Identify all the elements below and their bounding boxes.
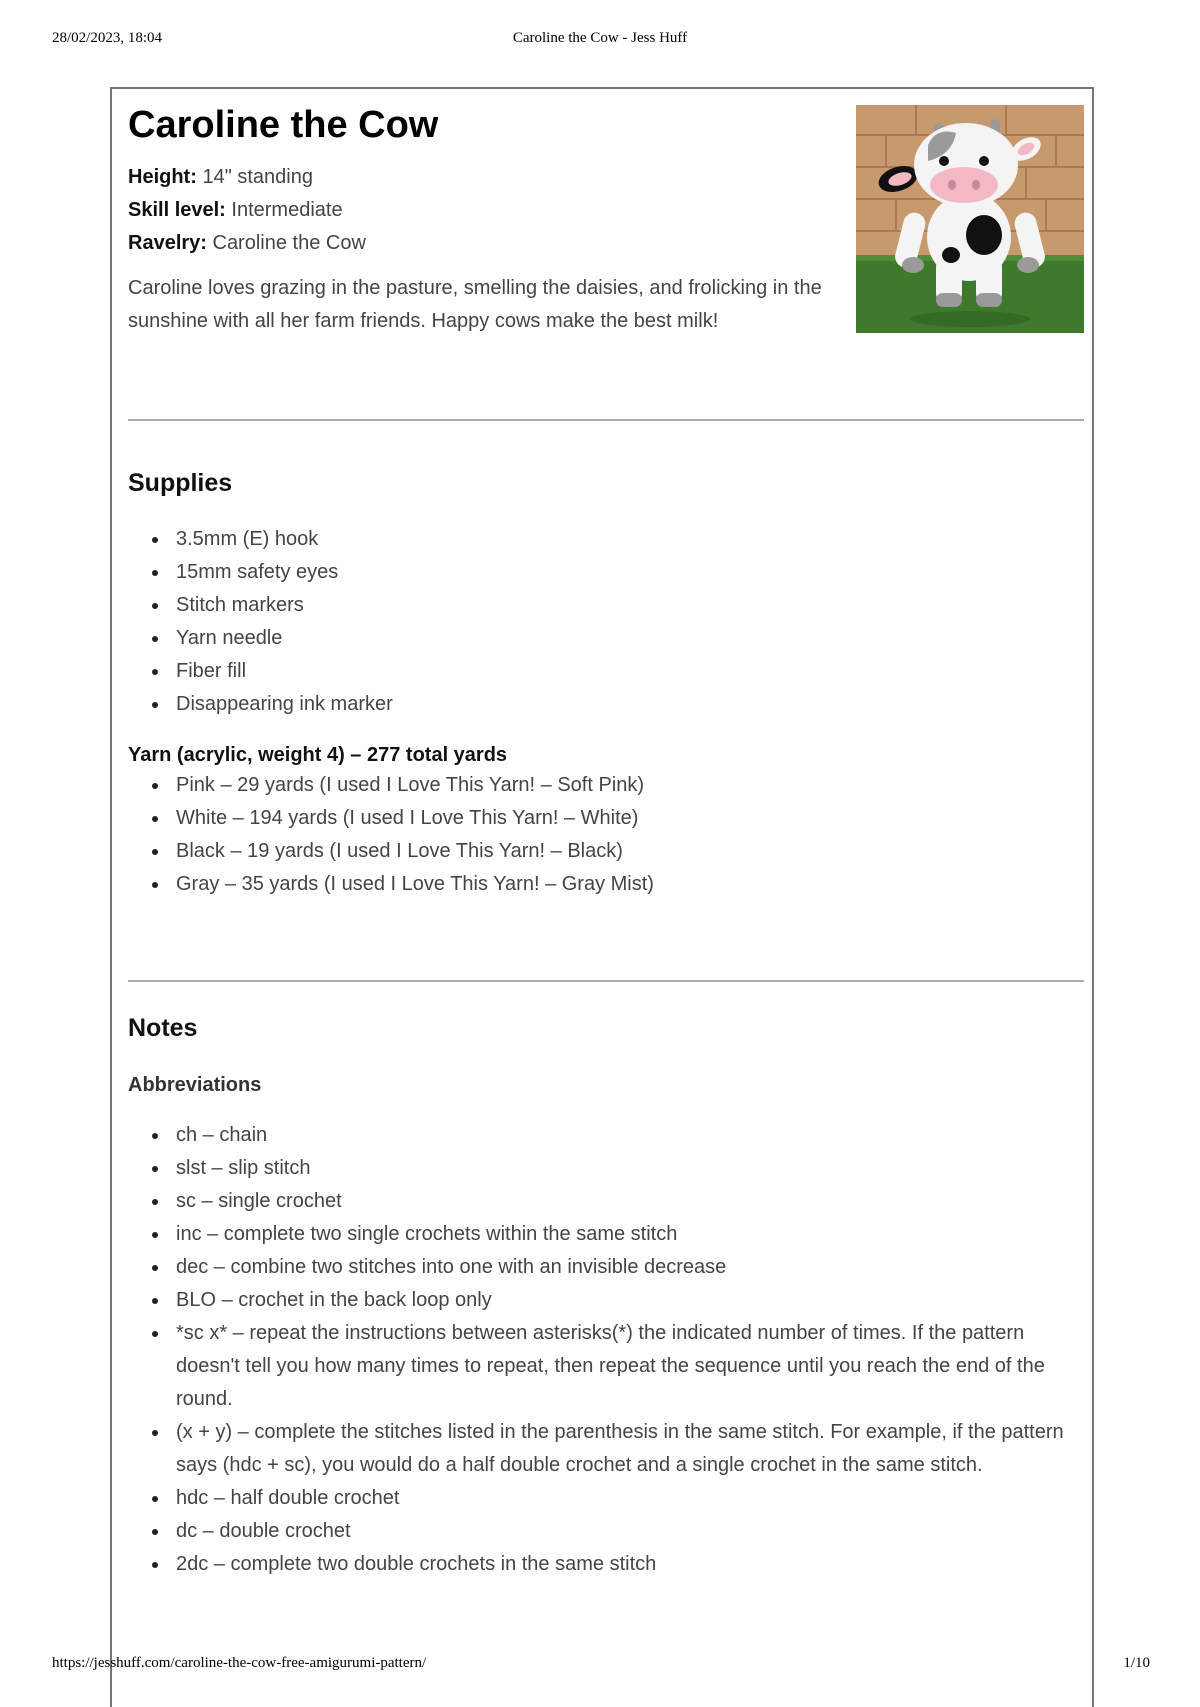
list-item: Black – 19 yards (I used I Love This Yarn! – Black) (176, 835, 1084, 868)
list-item: BLO – crochet in the back loop only (176, 1284, 1084, 1317)
list-item: ch – chain (176, 1119, 1084, 1152)
list-item: dec – combine two stitches into one with an invisible decrease (176, 1251, 1084, 1284)
meta-label: Ravelry: (128, 232, 207, 254)
list-item: Fiber fill (176, 655, 1084, 688)
meta-value: Caroline the Cow (206, 232, 366, 254)
list-item: Gray – 35 yards (I used I Love This Yarn! – Gray Mist) (176, 868, 1084, 901)
supplies-heading: Supplies (128, 469, 233, 497)
meta-height (128, 161, 858, 194)
meta-label: Skill level: (128, 199, 226, 221)
abbreviations-list (128, 1119, 1084, 1581)
list-item: slst – slip stitch (176, 1152, 1084, 1185)
list-item: Disappearing ink marker (176, 688, 1084, 721)
list-item: Stitch markers (176, 589, 1084, 622)
print-date: 28/02/2023, 18:04 (52, 30, 163, 46)
meta-label: Height: (128, 166, 197, 188)
yarn-list (128, 769, 1084, 901)
list-item: inc – complete two single crochets within the same stitch (176, 1218, 1084, 1251)
section-divider (128, 419, 1084, 421)
list-item: 2dc – complete two double crochets in the same stitch (176, 1548, 1084, 1581)
list-item: hdc – half double crochet (176, 1482, 1084, 1515)
list-item: 3.5mm (E) hook (176, 523, 1084, 556)
list-item: Yarn needle (176, 622, 1084, 655)
crochet-cow-photo-icon (856, 105, 1084, 333)
list-item: sc – single crochet (176, 1185, 1084, 1218)
list-item: dc – double crochet (176, 1515, 1084, 1548)
abbreviations-heading: Abbreviations (128, 1074, 262, 1096)
notes-heading: Notes (128, 1014, 198, 1042)
pattern-intro (128, 103, 858, 338)
list-item: White – 194 yards (I used I Love This Yarn! – White) (176, 802, 1084, 835)
list-item: *sc x* – repeat the instructions between asterisks(*) the indicated number of times. If the pattern doesn't tell you how many times to repeat, then repeat the sequence until you reach the end of the round. (176, 1317, 1084, 1416)
pattern-title: Caroline the Cow (128, 104, 439, 146)
meta-value: Intermediate (225, 199, 343, 221)
meta-skill-level (128, 194, 858, 227)
print-header (0, 30, 1200, 50)
print-footer (0, 1655, 1200, 1675)
list-item: (x + y) – complete the stitches listed in the parenthesis in the same stitch. For example, if the pattern says (hdc + sc), you would do a half double crochet and a single crochet in the same stitch. (176, 1416, 1084, 1482)
cow-photo (856, 105, 1084, 333)
meta-value: 14" standing (196, 166, 313, 188)
meta-ravelry (128, 227, 858, 260)
list-item: 15mm safety eyes (176, 556, 1084, 589)
page-number: 1/10 (1123, 1655, 1150, 1671)
yarn-heading: Yarn (acrylic, weight 4) – 277 total yards (128, 744, 508, 766)
pattern-description: Caroline loves grazing in the pasture, smelling the daisies, and frolicking in the sunshine with all her farm friends. Happy cows make the best milk! (128, 277, 822, 332)
supplies-list (128, 523, 1084, 721)
section-divider (128, 980, 1084, 982)
print-page-title: Caroline the Cow - Jess Huff (512, 30, 688, 46)
list-item: Pink – 29 yards (I used I Love This Yarn! – Soft Pink) (176, 769, 1084, 802)
pattern-card (110, 87, 1094, 1707)
print-url: https://jesshuff.com/caroline-the-cow-free-amigurumi-pattern/ (52, 1655, 427, 1671)
